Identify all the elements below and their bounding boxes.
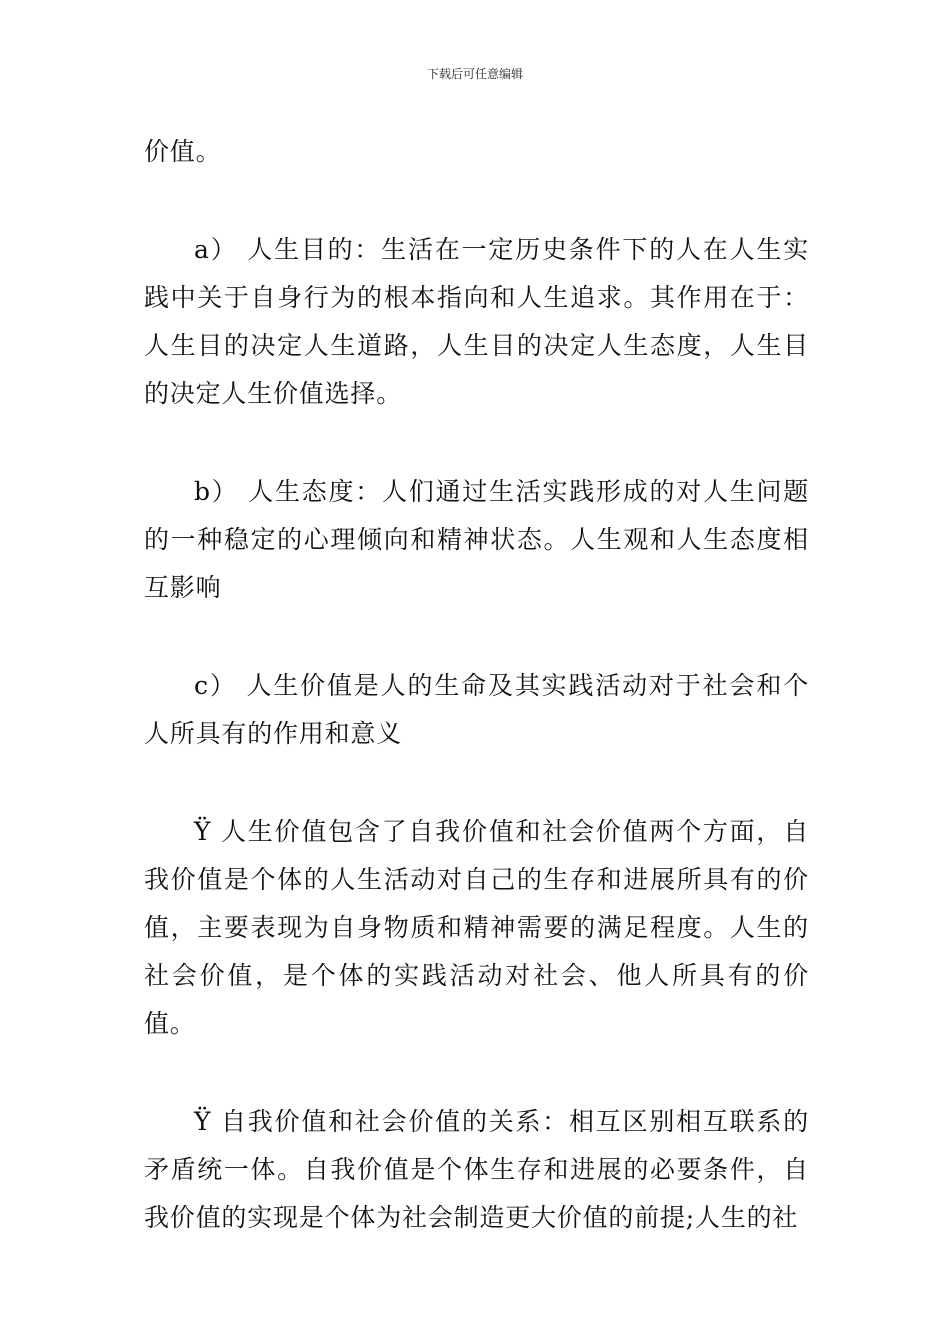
paragraph-life-purpose: a） 人生目的：生活在一定历史条件下的人在人生实践中关于自身行为的根本指向和人生追求。其作用在于：人生目的决定人生道路，人生目的决定人生态度，人生目的决定人生价值选择。	[144, 235, 809, 408]
paragraph-gap	[144, 176, 809, 226]
paragraph-gap	[144, 758, 809, 808]
paragraph-value-relationship: Ÿ 自我价值和社会价值的关系：相互区别相互联系的矛盾统一体。自我价值是个体生存和进展的必要条件，自我价值的实现是个体为社会制造更大价值的前提;人生的社	[144, 1107, 809, 1232]
paragraph-continuation: 价值。	[144, 137, 222, 166]
document-body	[144, 128, 809, 1242]
page-header: 下载后可任意编辑	[426, 67, 523, 81]
paragraph-life-attitude: b） 人生态度：人们通过生活实践形成的对人生问题的一种稳定的心理倾向和精神状态。人生观和人生态度相互影响	[144, 477, 809, 602]
paragraph-gap	[144, 612, 809, 662]
paragraph-life-value: c） 人生价值是人的生命及其实践活动对于社会和个人所具有的作用和意义	[144, 671, 809, 748]
paragraph-gap	[144, 1048, 809, 1098]
paragraph-gap	[144, 418, 809, 468]
paragraph-self-social-value: Ÿ 人生价值包含了自我价值和社会价值两个方面，自我价值是个体的人生活动对自己的生存和进展所具有的价值，主要表现为自身物质和精神需要的满足程度。人生的社会价值，是个体的实践活动对社会、他人所具有的价值。	[144, 817, 809, 1038]
